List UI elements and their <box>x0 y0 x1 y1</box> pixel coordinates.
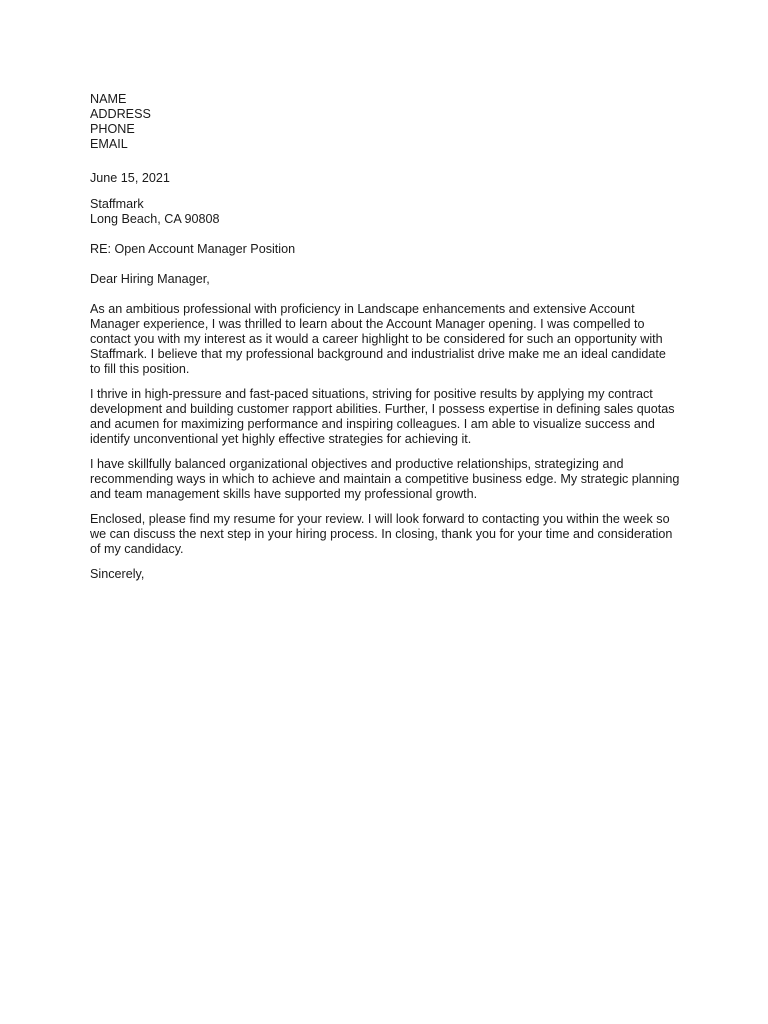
paragraph-line: I have skillfully balanced organizational objectives and productive relationships, strategizing and <box>90 457 624 471</box>
paragraph-line: contact you with my interest as it would a career highlight to be considered for such an opportunity with <box>90 332 663 346</box>
recipient-block <box>90 197 690 227</box>
body-paragraph <box>90 302 690 377</box>
body-paragraph <box>90 387 690 447</box>
sender-name: NAME <box>90 92 127 106</box>
paragraph-line: to fill this position. <box>90 362 190 376</box>
paragraph-line: I thrive in high-pressure and fast-paced situations, striving for positive results by applying my contract <box>90 387 653 401</box>
sender-block <box>90 92 690 152</box>
recipient-location: Long Beach, CA 90808 <box>90 212 220 226</box>
paragraph-line: and team management skills have supported my professional growth. <box>90 487 478 501</box>
sender-email: EMAIL <box>90 137 128 151</box>
sender-address: ADDRESS <box>90 107 151 121</box>
paragraph-line: recommending ways in which to achieve and maintain a competitive business edge. My strategic planning <box>90 472 680 486</box>
salutation-block <box>90 272 690 287</box>
body-paragraph <box>90 512 690 557</box>
paragraph-line: Staffmark. I believe that my professional background and industrialist drive make me an ideal candidate <box>90 347 666 361</box>
recipient-company: Staffmark <box>90 197 144 211</box>
body-paragraph <box>90 457 690 502</box>
letter-date-block <box>90 171 690 186</box>
salutation: Dear Hiring Manager, <box>90 272 210 286</box>
closing-block <box>90 567 690 582</box>
paragraph-line: identify unconventional yet highly effective strategies for achieving it. <box>90 432 472 446</box>
paragraph-line: and acumen for maximizing performance and inspiring colleagues. I am able to visualize success and <box>90 417 655 431</box>
paragraph-line: of my candidacy. <box>90 542 184 556</box>
paragraph-line: we can discuss the next step in your hiring process. In closing, thank you for your time and consideration <box>90 527 673 541</box>
subject-block <box>90 242 690 257</box>
paragraph-line: development and building customer rapport abilities. Further, I possess expertise in defining sales quotas <box>90 402 675 416</box>
paragraph-line: Manager experience, I was thrilled to learn about the Account Manager opening. I was compelled to <box>90 317 645 331</box>
closing: Sincerely, <box>90 567 145 581</box>
subject-line: RE: Open Account Manager Position <box>90 242 296 256</box>
cover-letter <box>90 92 690 582</box>
paragraph-line: As an ambitious professional with proficiency in Landscape enhancements and extensive Account <box>90 302 635 316</box>
paragraph-line: Enclosed, please find my resume for your review. I will look forward to contacting you within the week so <box>90 512 670 526</box>
letter-date: June 15, 2021 <box>90 171 170 185</box>
sender-phone: PHONE <box>90 122 135 136</box>
